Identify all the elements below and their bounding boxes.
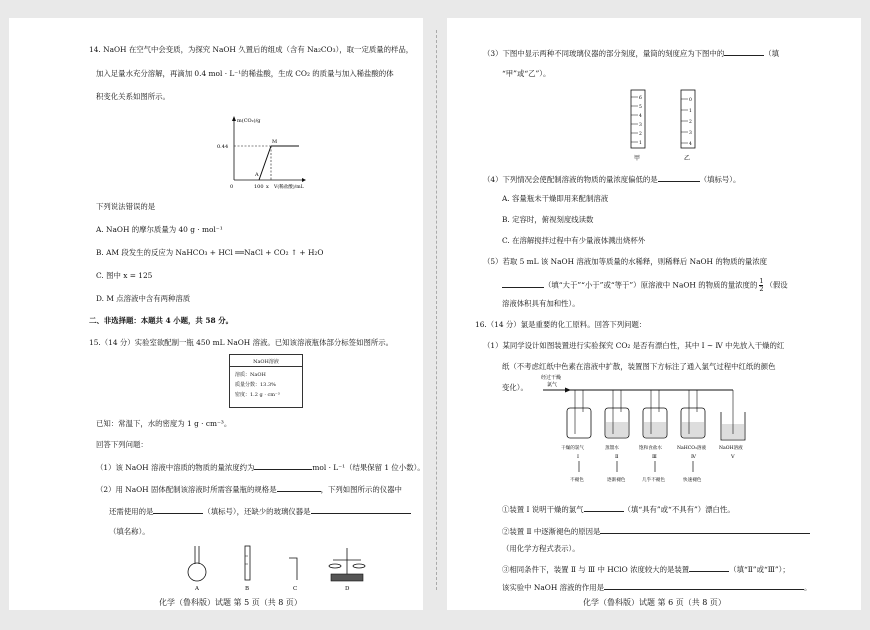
volumetric-flask-icon bbox=[188, 546, 206, 581]
q15-part2-blank-2[interactable] bbox=[153, 505, 203, 514]
line-am bbox=[259, 146, 271, 180]
bottle-4 bbox=[681, 390, 705, 438]
beaker-5-num: Ⅴ bbox=[731, 454, 735, 460]
beaker-5-content: NaOH溶液 bbox=[719, 446, 743, 451]
point-m-label: M bbox=[272, 139, 278, 145]
naoh-solution-label bbox=[229, 354, 303, 408]
bottle-1-result: 不褪色 bbox=[570, 478, 584, 483]
fraction-one-half bbox=[759, 278, 763, 293]
q15-part4-option-c: C. 在溶解搅拌过程中有少量液体溅出烧杯外 bbox=[502, 236, 646, 245]
yi-tick-4: 4 bbox=[689, 142, 692, 147]
q15-part2 bbox=[96, 483, 402, 495]
x-axis-label: V(稀盐酸)/mL bbox=[274, 185, 304, 190]
bottle-4-content: NaHCO₃溶液 bbox=[677, 446, 707, 451]
gas-flow-arrow bbox=[565, 388, 571, 393]
q15-part4-text-a: （4）下列情况会使配制溶液的物质的量浓度偏低的是 bbox=[483, 175, 658, 184]
q16-stem: 16.（14 分）氯是重要的化工原料。回答下列问题： bbox=[475, 320, 647, 329]
q14-stem-line1: 14. NaOH 在空气中会变质，为探究 NaOH 久置后的组成（含有 Na₂CO₃），取一定质量的样品， bbox=[89, 45, 414, 54]
pipette-icon bbox=[245, 546, 250, 580]
x-x-label: x bbox=[266, 184, 269, 190]
q16-sub1-text-b: （填“具有”或“不具有”）漂白性。 bbox=[623, 505, 735, 514]
q16-sub1-text-a: ①装置 Ⅰ 说明干燥的氯气 bbox=[502, 505, 584, 514]
q16-part1-line3: 变化）。 bbox=[502, 383, 528, 392]
q15-part5-line3: 溶液体积具有加和性）。 bbox=[502, 299, 580, 308]
yi-tick-3: 3 bbox=[689, 131, 692, 136]
q15-part5-blank[interactable] bbox=[502, 279, 544, 288]
yi-tick-0: 0 bbox=[689, 98, 692, 103]
q16-sub2-blank[interactable] bbox=[600, 525, 810, 534]
apparatus-c-label: C bbox=[293, 586, 298, 592]
q16-sub2-text-a: ②装置 Ⅱ 中逐渐褪色的原因是 bbox=[502, 527, 601, 536]
q16-sub1-blank[interactable] bbox=[584, 503, 624, 512]
left-footer: 化学（鲁科版）试题 第 5 页（共 8 页） bbox=[159, 598, 302, 607]
q16-sub2-text-b: （用化学方程式表示）。 bbox=[502, 544, 580, 553]
q14-stem-line3: 积变化关系如图所示。 bbox=[96, 92, 170, 101]
q16-sub3-text-a: ③相同条件下，装置 Ⅱ 与 Ⅲ 中 HClO 浓度较大的是装置 bbox=[502, 565, 690, 574]
bottle-1 bbox=[567, 390, 591, 438]
jia-tick-1: 1 bbox=[639, 141, 642, 146]
scale-jia bbox=[631, 90, 645, 162]
apparatus-a-label: A bbox=[195, 586, 199, 592]
gas-label-2: 氯气 bbox=[547, 382, 558, 388]
section-2-heading: 二、非选择题：本题共 4 小题，共 58 分。 bbox=[89, 316, 233, 325]
fraction-numerator: 1 bbox=[759, 277, 764, 285]
scale-yi bbox=[681, 90, 695, 162]
bottle-3-result: 几乎不褪色 bbox=[642, 478, 665, 483]
q16-sub3-blank-2[interactable] bbox=[604, 581, 804, 590]
q15-part2-text-c: 还需使用的是 bbox=[109, 507, 154, 516]
bottle-3-num: Ⅲ bbox=[652, 454, 657, 460]
x-100-label: 100 bbox=[254, 184, 264, 190]
label-divider bbox=[230, 366, 302, 367]
q16-sub3-text-d: 。 bbox=[803, 583, 812, 592]
origin-label: 0 bbox=[230, 184, 234, 190]
q15-part2-text-b: ，下列如图所示的仪器中 bbox=[320, 485, 402, 494]
bottle-3-content: 饱和食盐水 bbox=[639, 446, 662, 451]
jia-tick-3: 3 bbox=[639, 123, 642, 128]
bottle-2 bbox=[605, 390, 629, 438]
jia-tick-4: 4 bbox=[639, 114, 642, 119]
label-density: 密度：1.2 g · cm⁻³ bbox=[235, 392, 280, 398]
x-axis-arrow bbox=[302, 178, 306, 182]
bottle-1-content: 干燥的氯气 bbox=[561, 446, 584, 451]
q14-option-a: A. NaOH 的摩尔质量为 40 g · mol⁻¹ bbox=[96, 225, 223, 234]
q15-part5-line2 bbox=[502, 278, 788, 293]
q16-sub3 bbox=[502, 563, 790, 575]
q16-sub3-text-b: （填“Ⅱ”或“Ⅲ”）； bbox=[729, 565, 790, 574]
q14-question: 下列说法错误的是 bbox=[96, 202, 156, 211]
bottle-4-result: 快速褪色 bbox=[683, 478, 702, 483]
chlorine-apparatus-diagram bbox=[537, 368, 767, 493]
q15-part2-text-a: （2）用 NaOH 固体配制该溶液时所需容量瓶的规格是 bbox=[96, 485, 277, 494]
yi-tick-1: 1 bbox=[689, 109, 692, 114]
jia-tick-2: 2 bbox=[639, 132, 642, 137]
q15-known: 已知：常温下，水的密度为 1 g · cm⁻³。 bbox=[96, 419, 232, 428]
bottle-3 bbox=[643, 390, 667, 438]
q15-part4 bbox=[483, 173, 740, 185]
q15-part2-blank-1[interactable] bbox=[277, 483, 321, 492]
bottle-2-result: 逐渐褪色 bbox=[607, 478, 626, 483]
bottle-4-num: Ⅳ bbox=[691, 454, 696, 460]
q15-part3-text-a: （3）下图中显示两种不同玻璃仪器的部分刻度，量筒的刻度应为下图中的 bbox=[483, 49, 725, 58]
q15-part5-line1: （5）若取 5 mL 该 NaOH 溶液加等质量的水稀释，则稀释后 NaOH 的物质的量浓度 bbox=[483, 257, 768, 266]
y-value-label: 0.44 bbox=[217, 144, 229, 150]
q15-part1-text-a: （1）该 NaOH 溶液中溶质的物质的量浓度约为 bbox=[96, 463, 255, 472]
apparatus-d-label: D bbox=[345, 586, 350, 592]
q15-answer-prompt: 回答下列问题： bbox=[96, 440, 148, 449]
q15-part3-blank[interactable] bbox=[724, 47, 764, 56]
bottle-2-content: 蒸馏水 bbox=[605, 446, 619, 451]
q15-part3 bbox=[483, 47, 779, 59]
left-page bbox=[9, 18, 423, 610]
apparatus-b-label: B bbox=[245, 586, 250, 592]
gas-label-1: 经过干燥 bbox=[541, 375, 562, 381]
q16-sub3-line2 bbox=[502, 581, 811, 593]
y-axis-label: m(CO₂)/g bbox=[237, 118, 261, 124]
jia-tick-6: 6 bbox=[639, 96, 642, 101]
q14-option-b: B. AM 段发生的反应为 NaHCO₃ + HCl ══NaCl + CO₂ ↑ + H₂O bbox=[96, 248, 324, 257]
co2-volume-graph bbox=[204, 110, 314, 190]
point-a-label: A bbox=[255, 172, 259, 178]
q16-part1-line2: 纸（不考虑红纸中色素在溶液中扩散，装置图下方标注了通入氯气过程中红纸的颜色 bbox=[502, 362, 776, 371]
q14-stem-line2: 加入足量水充分溶解，再滴加 0.4 mol · L⁻¹的稀盐酸，生成 CO₂ 的质量与加入稀盐酸的体 bbox=[96, 69, 394, 78]
q15-part4-blank[interactable] bbox=[658, 173, 700, 182]
q15-part1 bbox=[96, 461, 425, 473]
q15-part5-text-c: （假设 bbox=[765, 280, 788, 290]
balance-icon bbox=[329, 548, 365, 581]
fraction-denominator: 2 bbox=[759, 285, 764, 293]
q16-part1-line1: （1）某同学设计如图装置进行实验探究 CO₂ 是否有漂白性，其中 Ⅰ ~ Ⅳ 中先放入干燥的红 bbox=[483, 341, 785, 350]
yi-label: 乙 bbox=[684, 155, 691, 162]
q16-sub1 bbox=[502, 503, 735, 515]
q15-part3-text-b: （填 bbox=[764, 49, 780, 58]
q15-part4-text-b: （填标号）。 bbox=[699, 175, 741, 184]
q15-part2-text-d: （填标号），还缺少的玻璃仪器是 bbox=[203, 507, 311, 516]
label-mass-fraction: 质量分数：13.3% bbox=[235, 382, 276, 388]
label-title: NaOH溶液 bbox=[253, 359, 279, 365]
q15-part2-blank-3[interactable] bbox=[311, 505, 411, 514]
q15-stem: 15.（14 分）实验室欲配制一瓶 450 mL NaOH 溶液。已知该溶液瓶体部分标签如图所示。 bbox=[89, 338, 394, 347]
q15-part5-text-b: （填“大于”“小于”或“等于”）原溶液中 NaOH 的物质的量浓度的 bbox=[544, 280, 758, 290]
q15-part4-option-a: A. 容量瓶未干燥即用来配制溶液 bbox=[502, 194, 609, 203]
q15-part1-blank[interactable] bbox=[254, 461, 312, 470]
apparatus-row bbox=[169, 542, 379, 592]
right-page bbox=[447, 18, 861, 610]
page-divider bbox=[436, 30, 437, 590]
q15-part3-text-c: “甲”或“乙”）。 bbox=[502, 69, 551, 78]
right-footer: 化学（鲁科版）试题 第 6 页（共 8 页） bbox=[583, 598, 726, 607]
q16-sub3-blank-1[interactable] bbox=[689, 563, 729, 572]
graduated-scales bbox=[627, 88, 717, 164]
yi-tick-2: 2 bbox=[689, 120, 692, 125]
q14-option-d: D. M 点溶液中含有两种溶质 bbox=[96, 294, 191, 303]
label-solute: 溶质：NaOH bbox=[235, 372, 266, 378]
beaker-5 bbox=[721, 390, 745, 440]
q15-part4-option-b: B. 定容时，俯视刻度线读数 bbox=[502, 215, 594, 224]
q15-part1-text-b: mol · L⁻¹（结果保留 1 位小数）。 bbox=[312, 463, 425, 472]
q15-part2-text-e: （填名称）。 bbox=[109, 527, 150, 536]
bottle-1-num: Ⅰ bbox=[577, 454, 579, 460]
glass-rod-icon bbox=[289, 558, 297, 580]
q15-part2-line2 bbox=[109, 505, 411, 517]
y-axis-arrow bbox=[232, 116, 236, 121]
jia-label: 甲 bbox=[634, 155, 641, 162]
jia-tick-5: 5 bbox=[639, 105, 642, 110]
q16-sub3-text-c: 该实验中 NaOH 溶液的作用是 bbox=[502, 583, 604, 592]
q14-option-c: C. 图中 x = 125 bbox=[96, 271, 153, 280]
bottle-2-num: Ⅱ bbox=[615, 454, 619, 460]
q16-sub2 bbox=[502, 525, 810, 537]
